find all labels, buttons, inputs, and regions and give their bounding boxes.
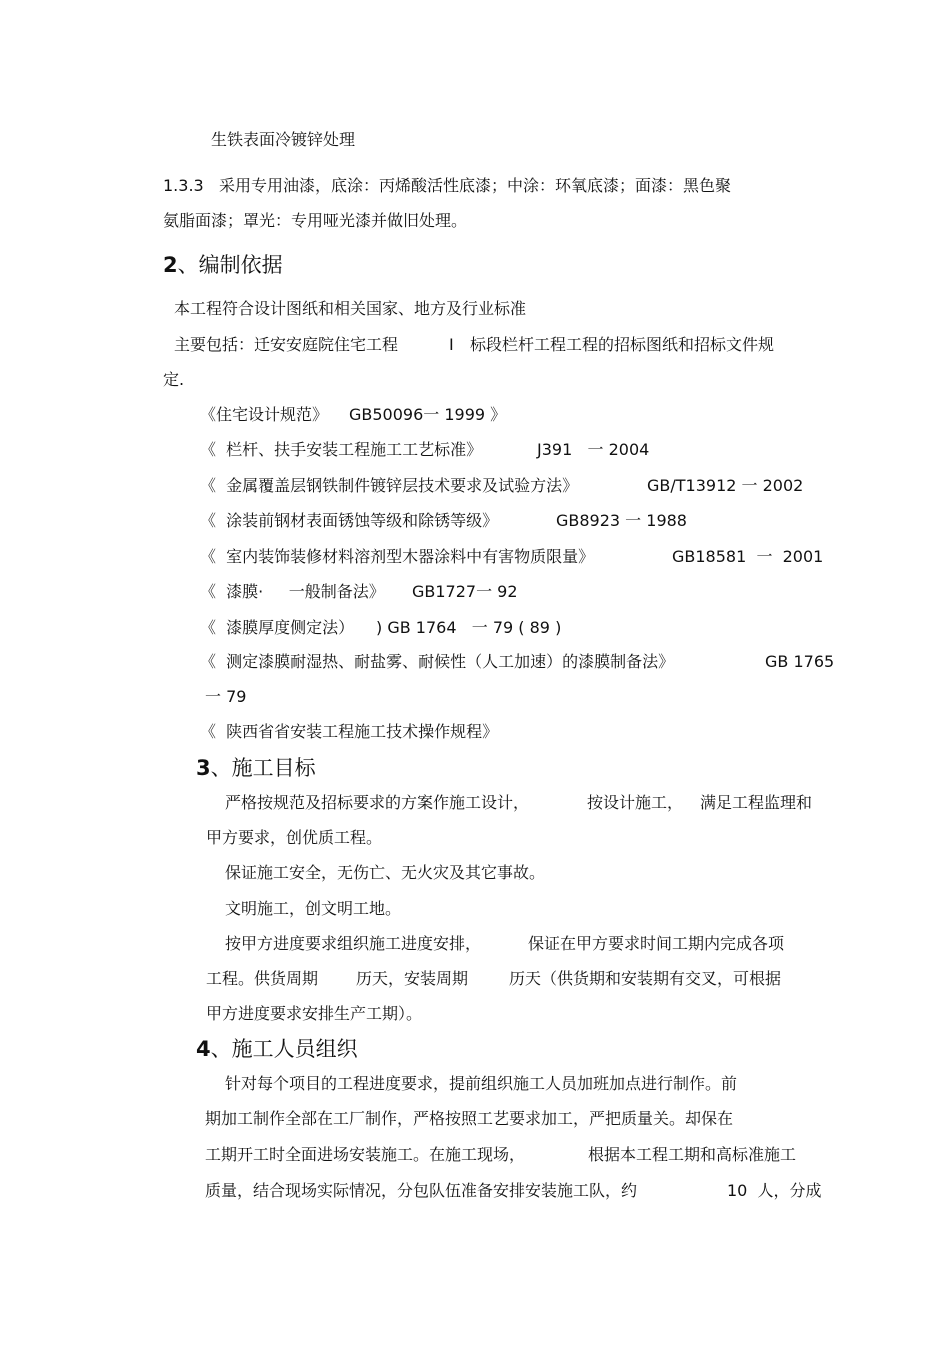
item-number: 1.3.3 (163, 176, 204, 195)
standard-name: 《 漆膜厚度侧定法） (200, 618, 355, 637)
paragraph-part: 按设计施工， (587, 793, 684, 812)
section-heading-4 (196, 1035, 358, 1063)
standard-name: 《 金属覆盖层钢铁制件镀锌层技术要求及试验方法》 (200, 476, 579, 495)
paragraph-part: 标段栏杆工程工程的招标图纸和招标文件规 (470, 335, 775, 354)
paragraph-part: 严格按规范及招标要求的方案作施工设计， (225, 793, 530, 812)
standard-code: ) GB 1764 一 79 ( 89 ) (376, 618, 562, 637)
section-number: 2 (163, 253, 178, 277)
standard-code: J391 一 2004 (537, 440, 650, 459)
item-text: 采用专用油漆，底涂：丙烯酸活性底漆；中涂：环氧底漆；面漆：黑色聚 (219, 176, 732, 195)
standard-code: GB/T13912 一 2002 (647, 476, 804, 495)
paragraph-part: 满足工程监理和 (700, 793, 813, 812)
paragraph-part: 工期开工时全面进场安装施工。在施工现场， (205, 1145, 526, 1164)
standard-name: 《 室内装饰装修材料溶剂型木器涂料中有害物质限量》 (200, 547, 595, 566)
paragraph-part: 10 人，分成 (727, 1181, 822, 1200)
paragraph-cont: 定. (163, 370, 185, 389)
paragraph-part: 保证在甲方要求时间工期内完成各项 (528, 934, 785, 953)
intro-line: 生铁表面冷镀锌处理 (211, 130, 356, 149)
paragraph-part: 工程。供货周期 (206, 969, 319, 988)
paragraph-line: 期加工制作全部在工厂制作，严格按照工艺要求加工，严把质量关。却保在 (205, 1109, 734, 1128)
section-number: 4 (196, 1037, 211, 1061)
section-title: 、编制依据 (177, 253, 283, 277)
standard-name: 《 测定漆膜耐湿热、耐盐雾、耐候性（人工加速）的漆膜制备法》 (200, 652, 675, 671)
standard-name: 《 涂装前钢材表面锈蚀等级和除锈等级》 (200, 511, 499, 530)
paragraph: 本工程符合设计图纸和相关国家、地方及行业标准 (174, 299, 527, 318)
paragraph-part: 历天，安装周期 (356, 969, 469, 988)
section-heading-3 (196, 754, 316, 782)
section-title: 、施工目标 (210, 756, 316, 780)
standard-code-cont: 一 79 (205, 687, 247, 706)
section-title: 、施工人员组织 (210, 1037, 358, 1061)
paragraph-part: 根据本工程工期和高标准施工 (588, 1145, 797, 1164)
standard-code: GB18581 一 2001 (672, 547, 824, 566)
paragraph-part: 历天（供货期和安装期有交叉，可根据 (509, 969, 782, 988)
paragraph-part: 质量，结合现场实际情况，分包队伍准备安排安装施工队，约 (205, 1181, 638, 1200)
paragraph: 保证施工安全，无伤亡、无火灾及其它事故。 (225, 863, 546, 882)
standard-name: 《 漆膜· 一般制备法》 (200, 582, 385, 601)
paragraph-part: I (449, 335, 454, 354)
paragraph: 文明施工，创文明工地。 (225, 899, 402, 918)
standard-code: GB50096一 1999 》 (349, 405, 507, 424)
standard-code: GB1727一 92 (412, 582, 518, 601)
paragraph-part: 主要包括：迁安安庭院住宅工程 (174, 335, 399, 354)
standard-code: GB 1765 (765, 652, 835, 671)
paragraph-cont: 甲方要求，创优质工程。 (206, 828, 383, 847)
section-heading-2 (163, 251, 283, 279)
standard-name: 《 栏杆、扶手安装工程施工工艺标准》 (200, 440, 483, 459)
standard-name: 《 陕西省省安装工程施工技术操作规程》 (200, 722, 499, 741)
standard-name: 《住宅设计规范》 (200, 405, 329, 424)
paragraph-part: 按甲方进度要求组织施工进度安排， (225, 934, 482, 953)
item-text-cont: 氨脂面漆；罩光：专用哑光漆并做旧处理。 (163, 211, 468, 230)
standard-code: GB8923 一 1988 (556, 511, 687, 530)
paragraph-line: 针对每个项目的工程进度要求，提前组织施工人员加班加点进行制作。前 (225, 1074, 738, 1093)
paragraph-cont: 甲方进度要求安排生产工期）。 (206, 1004, 423, 1023)
section-number: 3 (196, 756, 211, 780)
